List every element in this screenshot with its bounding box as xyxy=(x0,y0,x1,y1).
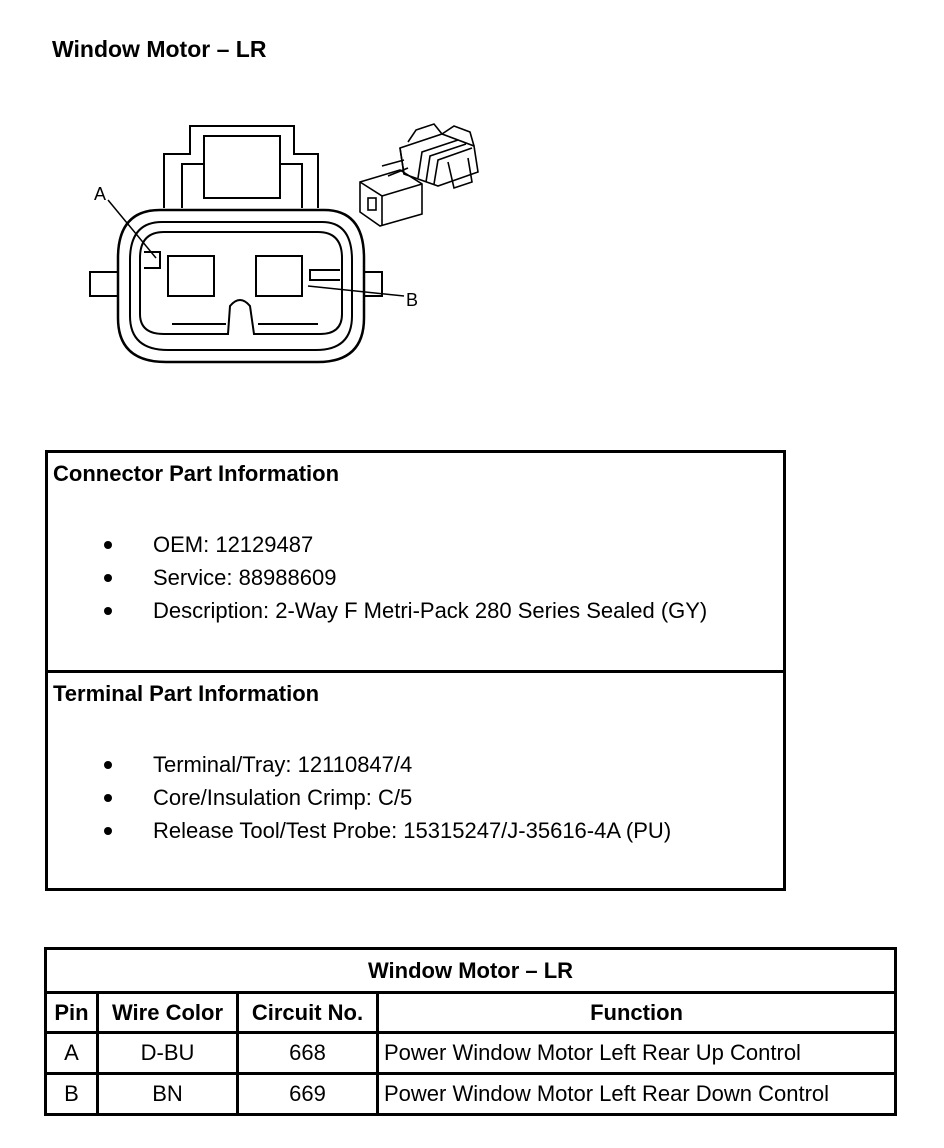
list-item: Description: 2-Way F Metri-Pack 280 Series Sealed (GY) xyxy=(48,594,707,627)
pin-b-cavity xyxy=(256,256,302,296)
pin-table-title: Window Motor – LR xyxy=(46,949,896,993)
cell-circuit-no: 668 xyxy=(238,1033,378,1074)
header-function: Function xyxy=(378,993,896,1033)
bullet-icon xyxy=(104,607,112,615)
connector-diagram xyxy=(82,118,502,378)
terminal-info-heading: Terminal Part Information xyxy=(53,681,320,706)
table-row xyxy=(46,1033,896,1074)
header-circuit-no: Circuit No. xyxy=(238,993,378,1033)
cell-wire-color: BN xyxy=(98,1074,238,1115)
list-item: Terminal/Tray: 12110847/4 xyxy=(48,748,671,781)
list-item: Core/Insulation Crimp: C/5 xyxy=(48,781,671,814)
header-wire-color: Wire Color xyxy=(98,993,238,1033)
table-header-row xyxy=(46,993,896,1033)
header-pin: Pin xyxy=(46,993,98,1033)
pin-b-label: B xyxy=(406,290,419,310)
connector-latch xyxy=(164,126,318,208)
list-item: OEM: 12129487 xyxy=(48,528,707,561)
cell-pin: B xyxy=(46,1074,98,1115)
connector-info-heading: Connector Part Information xyxy=(53,461,340,486)
page-title: Window Motor – LR xyxy=(52,36,267,62)
bullet-icon xyxy=(104,574,112,582)
bullet-icon xyxy=(104,827,112,835)
connector-info-list xyxy=(48,528,707,627)
cell-pin: A xyxy=(46,1033,98,1074)
pin-a-cavity xyxy=(168,256,214,296)
list-item: Service: 88988609 xyxy=(48,561,707,594)
bullet-icon xyxy=(104,794,112,802)
cell-function: Power Window Motor Left Rear Down Control xyxy=(378,1074,896,1115)
cell-function: Power Window Motor Left Rear Up Control xyxy=(378,1033,896,1074)
terminal-part-information xyxy=(45,670,786,891)
bullet-icon xyxy=(104,541,112,549)
bullet-icon xyxy=(104,761,112,769)
pin-table xyxy=(44,947,897,1116)
table-row xyxy=(46,1074,896,1115)
list-item: Release Tool/Test Probe: 15315247/J-35616-4A (PU) xyxy=(48,814,671,847)
terminal-info-list xyxy=(48,748,671,847)
pin-a-label: A xyxy=(94,184,107,204)
connector-part-information xyxy=(45,450,786,670)
cell-wire-color: D-BU xyxy=(98,1033,238,1074)
cell-circuit-no: 669 xyxy=(238,1074,378,1115)
connector-isometric-view xyxy=(360,124,478,226)
